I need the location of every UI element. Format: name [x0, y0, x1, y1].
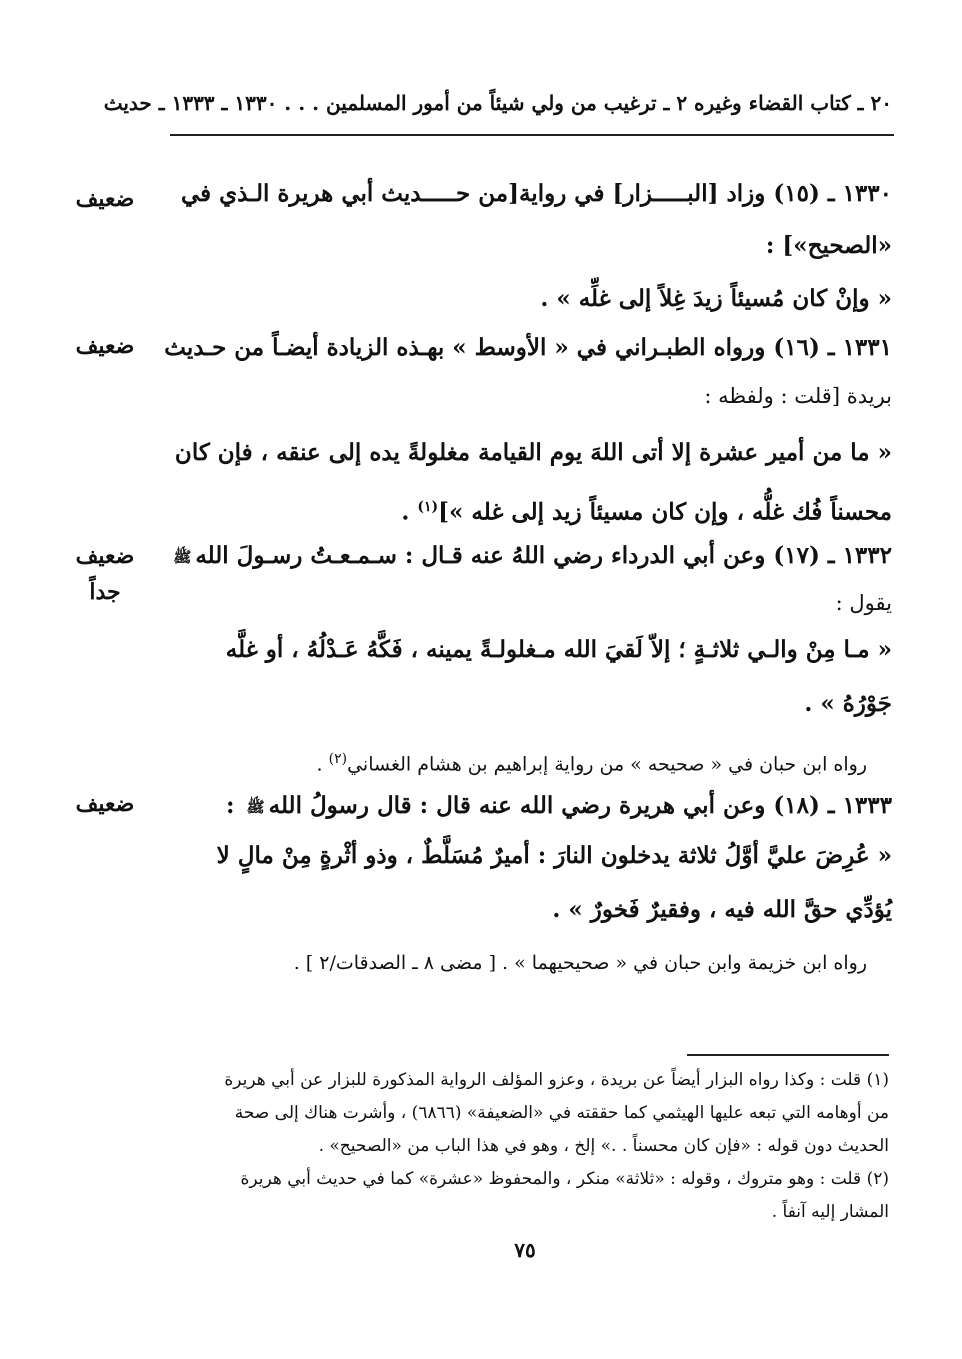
footnotes — [164, 1064, 889, 1229]
hadith-1331 — [164, 322, 892, 540]
footnote-line: (١) قلت : وكذا رواه البزار أيضاً عن بريدة ، وعزو المؤلف الرواية المذكورة للبزار عن أبي هريرة — [224, 1070, 889, 1090]
hadith-quote-line: « عُرِضَ عليَّ أوَّلُ ثلاثة يدخلون النارَ : أميرٌ مُسَلَّطٌ ، وذو أثْرةٍ مِنْ مالٍ لا — [216, 842, 892, 869]
running-header: ٢٠ ـ كتاب القضاء وغيره ٢ ـ ترغيب من ولي شيئاً من أمور المسلمين . . . ١٣٣٠ ـ ١٣٣٣ ـ حديث — [103, 91, 892, 115]
footnote-divider — [687, 1054, 889, 1056]
honorific-icon: ﷺ — [173, 548, 192, 566]
footnote-line: المشار إليه آنفاً . — [771, 1202, 889, 1222]
source-text: رواه ابن حبان في « صحيحه » من رواية إبراهيم بن هشام الغساني — [347, 753, 867, 776]
hadith-text-line — [164, 784, 892, 829]
hadith-1332 — [164, 530, 892, 784]
footnote-line: الحديث دون قوله : «فإن كان محسناً . .» إلخ ، وهو في هذا الباب من «الصحيح» . — [318, 1136, 889, 1156]
hadith-quote-line: « مـا مِنْ والـي ثلاثـةٍ ؛ إلاّ لَقيَ الله مـغلولـةً يمينه ، فَكَّهُ عَـدْلُهُ ، أو غلَّه — [225, 636, 892, 663]
hadith-text-line: ١٣٣٠ ـ (١٥) وزاد [البـــــزار] في رواية[من حـــــديث أبي هريرة الـذي في — [180, 180, 892, 207]
grade-word: ضعيف — [75, 543, 135, 569]
grade-label-1330: ضعيف — [75, 186, 135, 212]
grade-label-1331: ضعيف — [75, 333, 135, 359]
hadith-text-line: يقول : — [835, 591, 892, 615]
hadith-text-line — [164, 530, 892, 583]
hadith-text: ١٣٣٢ ـ (١٧) وعن أبي الدرداء رضي اللهُ عنه قـال : سـمـعـتُ رسـولَ الله — [195, 542, 892, 569]
quote-text: محسناً فُك غلُّه ، وإن كان مسيئاً زيد إلى غله »] — [438, 498, 892, 526]
quote-end: . — [401, 498, 418, 526]
hadith-source: رواه ابن خزيمة وابن حبان في « صحيحيهما » . [ مضى ٨ ـ الصدقات/٢ ] . — [293, 952, 867, 974]
hadith-text-line: بريدة [قلت : ولفظه : — [704, 384, 892, 408]
hadith-source — [164, 739, 867, 784]
grade-label-1333: ضعيف — [75, 791, 135, 817]
hadith-text: ١٣٣٣ ـ (١٨) وعن أبي هريرة رضي الله عنه قال : قال رسولُ الله — [268, 792, 892, 819]
grade-qualifier: جداً — [89, 579, 121, 605]
header-divider — [170, 134, 894, 136]
footnote-ref-1[interactable]: (١) — [417, 499, 439, 515]
hadith-quote-line: جَوْرُهُ » . — [804, 690, 892, 717]
source-end: . — [316, 753, 329, 776]
hadith-quote-line: « وإنْ كان مُسيئاً زيدَ غِلاً إلى غلِّه » . — [540, 285, 892, 312]
page-number: ٧٥ — [514, 1238, 536, 1262]
hadith-text-tail: : — [225, 792, 243, 819]
hadith-quote-line: يُؤدِّي حقَّ الله فيه ، وفقيرٌ فَخورٌ » . — [552, 896, 892, 923]
footnote-line: من أوهامه التي تبعه عليها الهيثمي كما حققته في «الضعيفة» (٦٨٦٦) ، وأشرت هناك إلى صحة — [234, 1103, 889, 1123]
hadith-text-line: ١٣٣١ ـ (١٦) ورواه الطبـراني في « الأوسط » بهـذه الزيادة أيضـاً من حـديث — [164, 334, 892, 361]
hadith-1330 — [164, 168, 892, 326]
footnote-line: (٢) قلت : وهو متروك ، وقوله : «ثلاثة» منكر ، والمحفوظ «عشرة» كما في حديث أبي هريرة — [240, 1169, 889, 1189]
grade-label-1332 — [62, 538, 148, 610]
footnote-ref-2[interactable]: (٢) — [328, 751, 348, 767]
hadith-text-line: «الصحيح»] : — [765, 232, 892, 259]
hadith-1333 — [164, 784, 892, 983]
honorific-icon: ﷺ — [246, 798, 265, 816]
hadith-quote-line: « ما من أمير عشرة إلا أتى اللهَ يوم القيامة مغلولةً يده إلى عنقه ، فإن كان — [174, 439, 892, 466]
